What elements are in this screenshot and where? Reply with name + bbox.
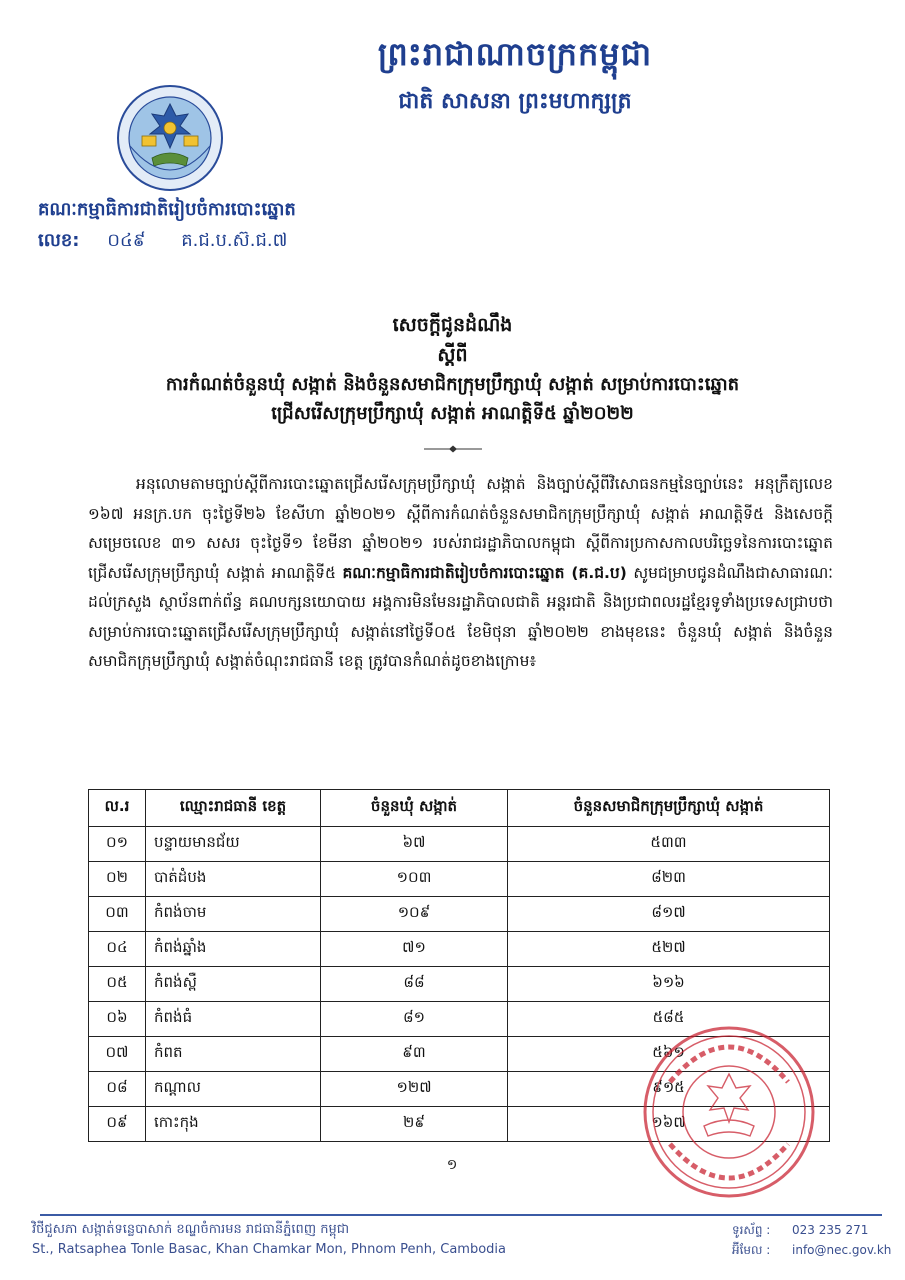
reference-number: ០៤៩ xyxy=(107,230,146,251)
cell-commune-count: ១០៣ xyxy=(321,862,508,897)
footer-address xyxy=(32,1220,506,1260)
ornament-divider-icon xyxy=(424,445,482,453)
phone-number: 023 235 271 xyxy=(792,1223,869,1237)
notice-subject-line2: ជ្រើសរើសក្រុមប្រឹក្សាឃុំ សង្កាត់ អាណត្តិទី៥ ឆ្នាំ២០២២ xyxy=(271,403,634,424)
cell-commune-count: ៦៧ xyxy=(321,827,508,862)
cell-commune-count: ៧១ xyxy=(321,932,508,967)
official-seal-icon xyxy=(640,1022,818,1202)
table-row xyxy=(89,932,830,967)
cell-province: កោះកុង xyxy=(146,1107,321,1142)
cell-no: ០៥ xyxy=(89,967,146,1002)
email-label: អ៊ីមែល : xyxy=(732,1243,771,1257)
kingdom-header xyxy=(330,34,700,119)
cell-member-count: ៦១៦ xyxy=(508,967,830,1002)
footer-contact xyxy=(732,1220,891,1260)
address-english: St., Ratsaphea Tonle Basac, Khan Chamkar Mon, Phnom Penh, Cambodia xyxy=(32,1242,506,1257)
cell-province: បន្ទាយមានជ័យ xyxy=(146,827,321,862)
nec-logo-icon xyxy=(116,84,224,192)
cell-province: កំពង់ធំ xyxy=(146,1002,321,1037)
cell-no: ០៩ xyxy=(89,1107,146,1142)
cell-no: ០៣ xyxy=(89,897,146,932)
page-number: ១ xyxy=(446,1157,458,1173)
reference-label: លេខ: xyxy=(38,230,80,251)
email-line xyxy=(732,1240,891,1260)
header-commune-count: ចំនួនឃុំ សង្កាត់ xyxy=(321,790,508,827)
cell-member-count: ១៦៧ xyxy=(508,1107,830,1142)
kingdom-title: ព្រះរាជាណាចក្រកម្ពុជា xyxy=(377,35,653,73)
table-row xyxy=(89,967,830,1002)
body-org-name: គណៈកម្មាធិការជាតិរៀបចំការបោះឆ្នោត (គ.ជ.ប) xyxy=(342,563,627,582)
cell-province: បាត់ដំបង xyxy=(146,862,321,897)
notice-body xyxy=(88,470,833,677)
cell-member-count: ៨១៧ xyxy=(508,897,830,932)
reference-line xyxy=(38,228,287,255)
cell-no: ០៤ xyxy=(89,932,146,967)
cell-no: ០៨ xyxy=(89,1072,146,1107)
table-row xyxy=(89,897,830,932)
table-row xyxy=(89,827,830,862)
phone-line xyxy=(732,1220,891,1240)
cell-member-count: ៥៨៥ xyxy=(508,1002,830,1037)
footer-divider xyxy=(40,1214,882,1216)
notice-subject-line1: ការកំណត់ចំនួនឃុំ សង្កាត់ និងចំនួនសមាជិកក្រុមប្រឹក្សាឃុំ សង្កាត់ សម្រាប់ការបោះឆ្នោត xyxy=(165,374,740,395)
cell-province: កំពង់ចាម xyxy=(146,897,321,932)
cell-commune-count: ១២៧ xyxy=(321,1072,508,1107)
cell-member-count: ៥៦១ xyxy=(508,1037,830,1072)
cell-commune-count: ៩៣ xyxy=(321,1037,508,1072)
cell-no: ០២ xyxy=(89,862,146,897)
email-address: info@nec.gov.kh xyxy=(792,1243,892,1257)
cell-province: កំពង់ស្ពឺ xyxy=(146,967,321,1002)
body-text-part2: សូមជម្រាបជូនដំណឹងជាសាធារណៈ ដល់ក្រសួង ស្ថាប័នពាក់ព័ន្ធ គណបក្សនយោបាយ អង្គការមិនមែនរដ្ឋាភិបាលជាតិ អន្តរជាតិ និងប្រជាពលរដ្ឋខ្មែរទូទាំងប្រទេសជ្រាបថា សម្រាប់ការបោះឆ្នោតជ្រើសរើសក្រុមប្រឹក្សាឃុំ សង្កាត់នៅថ្ងៃទី០៥ ខែមិថុនា ឆ្នាំ២០២២ ខាងមុខនេះ ចំនួនឃុំ សង្កាត់ និងចំនួនសមាជិកក្រុមប្រឹក្សាឃុំ សង្កាត់ចំណុះរាជធានី ខេត្ត ត្រូវបានកំណត់ដូចខាងក្រោម៖ xyxy=(88,563,834,670)
cell-member-count: ៩១៥ xyxy=(508,1072,830,1107)
header-province: ឈ្មោះរាជធានី ខេត្ត xyxy=(146,790,321,827)
notice-subject-label: ស្ដីពី xyxy=(437,344,468,366)
cell-no: ០៧ xyxy=(89,1037,146,1072)
cell-province: កណ្ដាល xyxy=(146,1072,321,1107)
cell-commune-count: ៨៨ xyxy=(321,967,508,1002)
cell-province: កំពត xyxy=(146,1037,321,1072)
phone-label: ទូរស័ព្ទ : xyxy=(732,1223,771,1237)
cell-no: ០១ xyxy=(89,827,146,862)
table-header-row xyxy=(89,790,830,827)
body-paragraph xyxy=(88,470,833,677)
cell-province: កំពង់ឆ្នាំង xyxy=(146,932,321,967)
cell-commune-count: ២៩ xyxy=(321,1107,508,1142)
organization-name: គណៈកម្មាធិការជាតិរៀបចំការបោះឆ្នោត xyxy=(38,199,296,220)
cell-commune-count: ៨១ xyxy=(321,1002,508,1037)
national-motto: ជាតិ សាសនា ព្រះមហាក្សត្រ xyxy=(398,88,632,114)
body-text-part1: អនុលោមតាមច្បាប់ស្ដីពីការបោះឆ្នោតជ្រើសរើសក្រុមប្រឹក្សាឃុំ សង្កាត់ និងច្បាប់ស្ដីពីវិសោធនកម្មនៃច្បាប់នេះ អនុក្រឹត្យលេខ ១៦៧ អនក្រ.បក ចុះថ្ងៃទី២៦ ខែសីហា ឆ្នាំ២០២១ ស្ដីពីការកំណត់ចំនួនសមាជិកក្រុមប្រឹក្សាឃុំ សង្កាត់ អាណត្តិទី៥ និងសេចក្ដីសម្រេចលេខ ៣១ សសរ ចុះថ្ងៃទី១ ខែមីនា ឆ្នាំ២០២១ របស់រាជរដ្ឋាភិបាលកម្ពុជា ស្ដីពីការប្រកាសកាលបរិច្ឆេទនៃការបោះឆ្នោតជ្រើសរើសក្រុមប្រឹក្សាឃុំ សង្កាត់ អាណត្តិទី៥ xyxy=(88,475,833,582)
cell-member-count: ៥២៧ xyxy=(508,932,830,967)
notice-title: សេចក្ដីជូនដំណឹង xyxy=(392,314,513,336)
table-row xyxy=(89,862,830,897)
cell-no: ០៦ xyxy=(89,1002,146,1037)
address-khmer: វិថីជួសភា សង្កាត់ទន្លេបាសាក់ ខណ្ឌចំការមន រាជធានីភ្នំពេញ កម្ពុជា xyxy=(32,1222,350,1237)
header-no: ល.រ xyxy=(89,790,146,827)
cell-member-count: ៥៣៣ xyxy=(508,827,830,862)
reference-code: គ.ជ.ប.ស៊.ជ.៧ xyxy=(181,230,288,251)
cell-commune-count: ១០៩ xyxy=(321,897,508,932)
header-member-count: ចំនួនសមាជិកក្រុមប្រឹក្សាឃុំ សង្កាត់ xyxy=(508,790,830,827)
cell-member-count: ៨២៣ xyxy=(508,862,830,897)
